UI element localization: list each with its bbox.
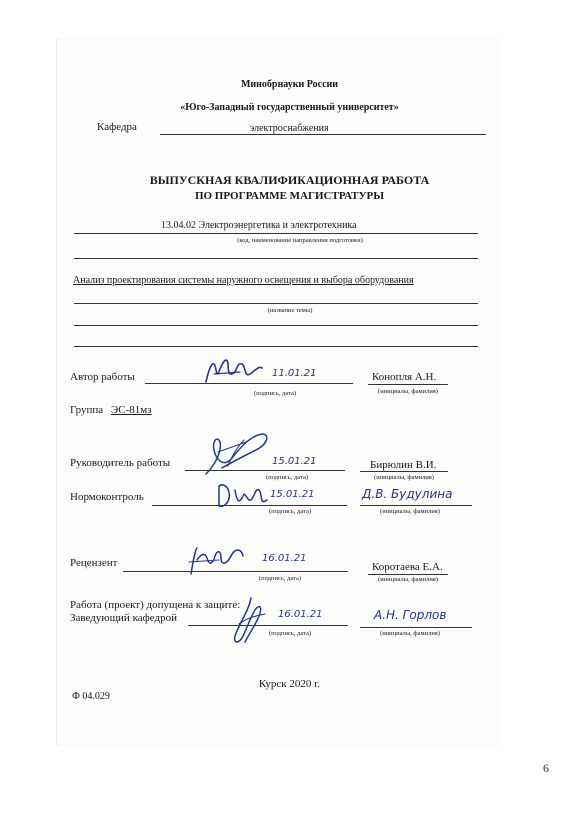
- reviewer-name: Коротаева Е.А.: [372, 561, 443, 573]
- ministry: Минобрнауки России: [240, 79, 339, 90]
- admission-line: Работа (проект) допущена к защите:: [70, 599, 241, 611]
- head-name-line: [360, 627, 472, 628]
- supervisor-date: 15.01.21: [272, 456, 317, 467]
- normcontrol-date: 15.01.21: [270, 489, 315, 500]
- reviewer-date: 16.01.21: [262, 553, 307, 564]
- university: «Юго-Западный государственный университет»: [180, 102, 399, 113]
- topic-line-2: [74, 325, 478, 326]
- reviewer-label: Рецензент: [70, 557, 118, 569]
- normcontrol-name: Д.В. Будулина: [362, 487, 453, 501]
- group-label: Группа: [70, 404, 104, 416]
- head-date: 16.01.21: [278, 609, 323, 620]
- direction-value: 13.04.02 Электроэнергетика и электротехника: [161, 220, 357, 231]
- document-title: ВЫПУСКНАЯ КВАЛИФИКАЦИОННАЯ РАБОТА: [149, 173, 430, 187]
- head-signature: [225, 594, 271, 648]
- topic-value: Анализ проектирования системы наружного освещения и выбора оборудования: [73, 275, 414, 286]
- normcontrol-name-line: [360, 505, 472, 506]
- city-year: Курск 2020 г.: [258, 678, 321, 690]
- direction-line: [74, 233, 478, 234]
- author-signature: [200, 352, 270, 388]
- author-name: Конопля А.Н.: [372, 371, 437, 383]
- author-label: Автор работы: [70, 371, 135, 383]
- author-name-line: [368, 384, 448, 385]
- supervisor-sign-caption: (подпись, дата): [265, 474, 309, 481]
- direction-line-2: [74, 258, 478, 259]
- department-value: электроснабжения: [250, 123, 329, 134]
- author-sign-caption: (подпись, дата): [253, 390, 297, 397]
- topic-line-3: [74, 346, 478, 347]
- author-date: 11.01.21: [272, 368, 317, 379]
- supervisor-name: Бирюлин В.И.: [370, 459, 437, 471]
- normcontrol-label: Нормоконтроль: [70, 491, 144, 503]
- supervisor-signature: [198, 428, 278, 480]
- normcontrol-signature: [215, 478, 275, 512]
- form-code: Ф 04.029: [72, 691, 110, 702]
- author-name-caption: (инициалы, фамилия): [378, 388, 438, 395]
- topic-line-1: [74, 303, 478, 304]
- reviewer-name-line: [368, 574, 448, 575]
- direction-caption: (код, наименование направления подготовки): [237, 237, 363, 244]
- normcontrol-sign-caption: (подпись, дата): [268, 508, 312, 515]
- department-line: [160, 134, 486, 135]
- head-name: А.Н. Горлов: [374, 608, 447, 622]
- department-label: Кафедра: [97, 121, 137, 133]
- head-sign-caption: (подпись, дата): [268, 630, 312, 637]
- reviewer-sign-caption: (подпись, дата): [258, 575, 302, 582]
- supervisor-name-line: [360, 471, 448, 472]
- topic-caption: (название темы): [267, 307, 313, 314]
- group-value: ЭС-81мз: [111, 404, 152, 416]
- reviewer-signature: [185, 542, 247, 578]
- normcontrol-name-caption: (инициалы, фамилия): [380, 508, 440, 515]
- document-subtitle: ПО ПРОГРАММЕ МАГИСТРАТУРЫ: [194, 190, 385, 202]
- supervisor-name-caption: (инициалы, фамилия): [374, 474, 434, 481]
- head-name-caption: (инициалы, фамилия): [380, 630, 440, 637]
- head-of-department-label: Заведующий кафедрой: [70, 612, 177, 624]
- page-number: 6: [543, 761, 549, 775]
- reviewer-name-caption: (инициалы, фамилия): [378, 576, 438, 583]
- supervisor-label: Руководитель работы: [70, 457, 171, 469]
